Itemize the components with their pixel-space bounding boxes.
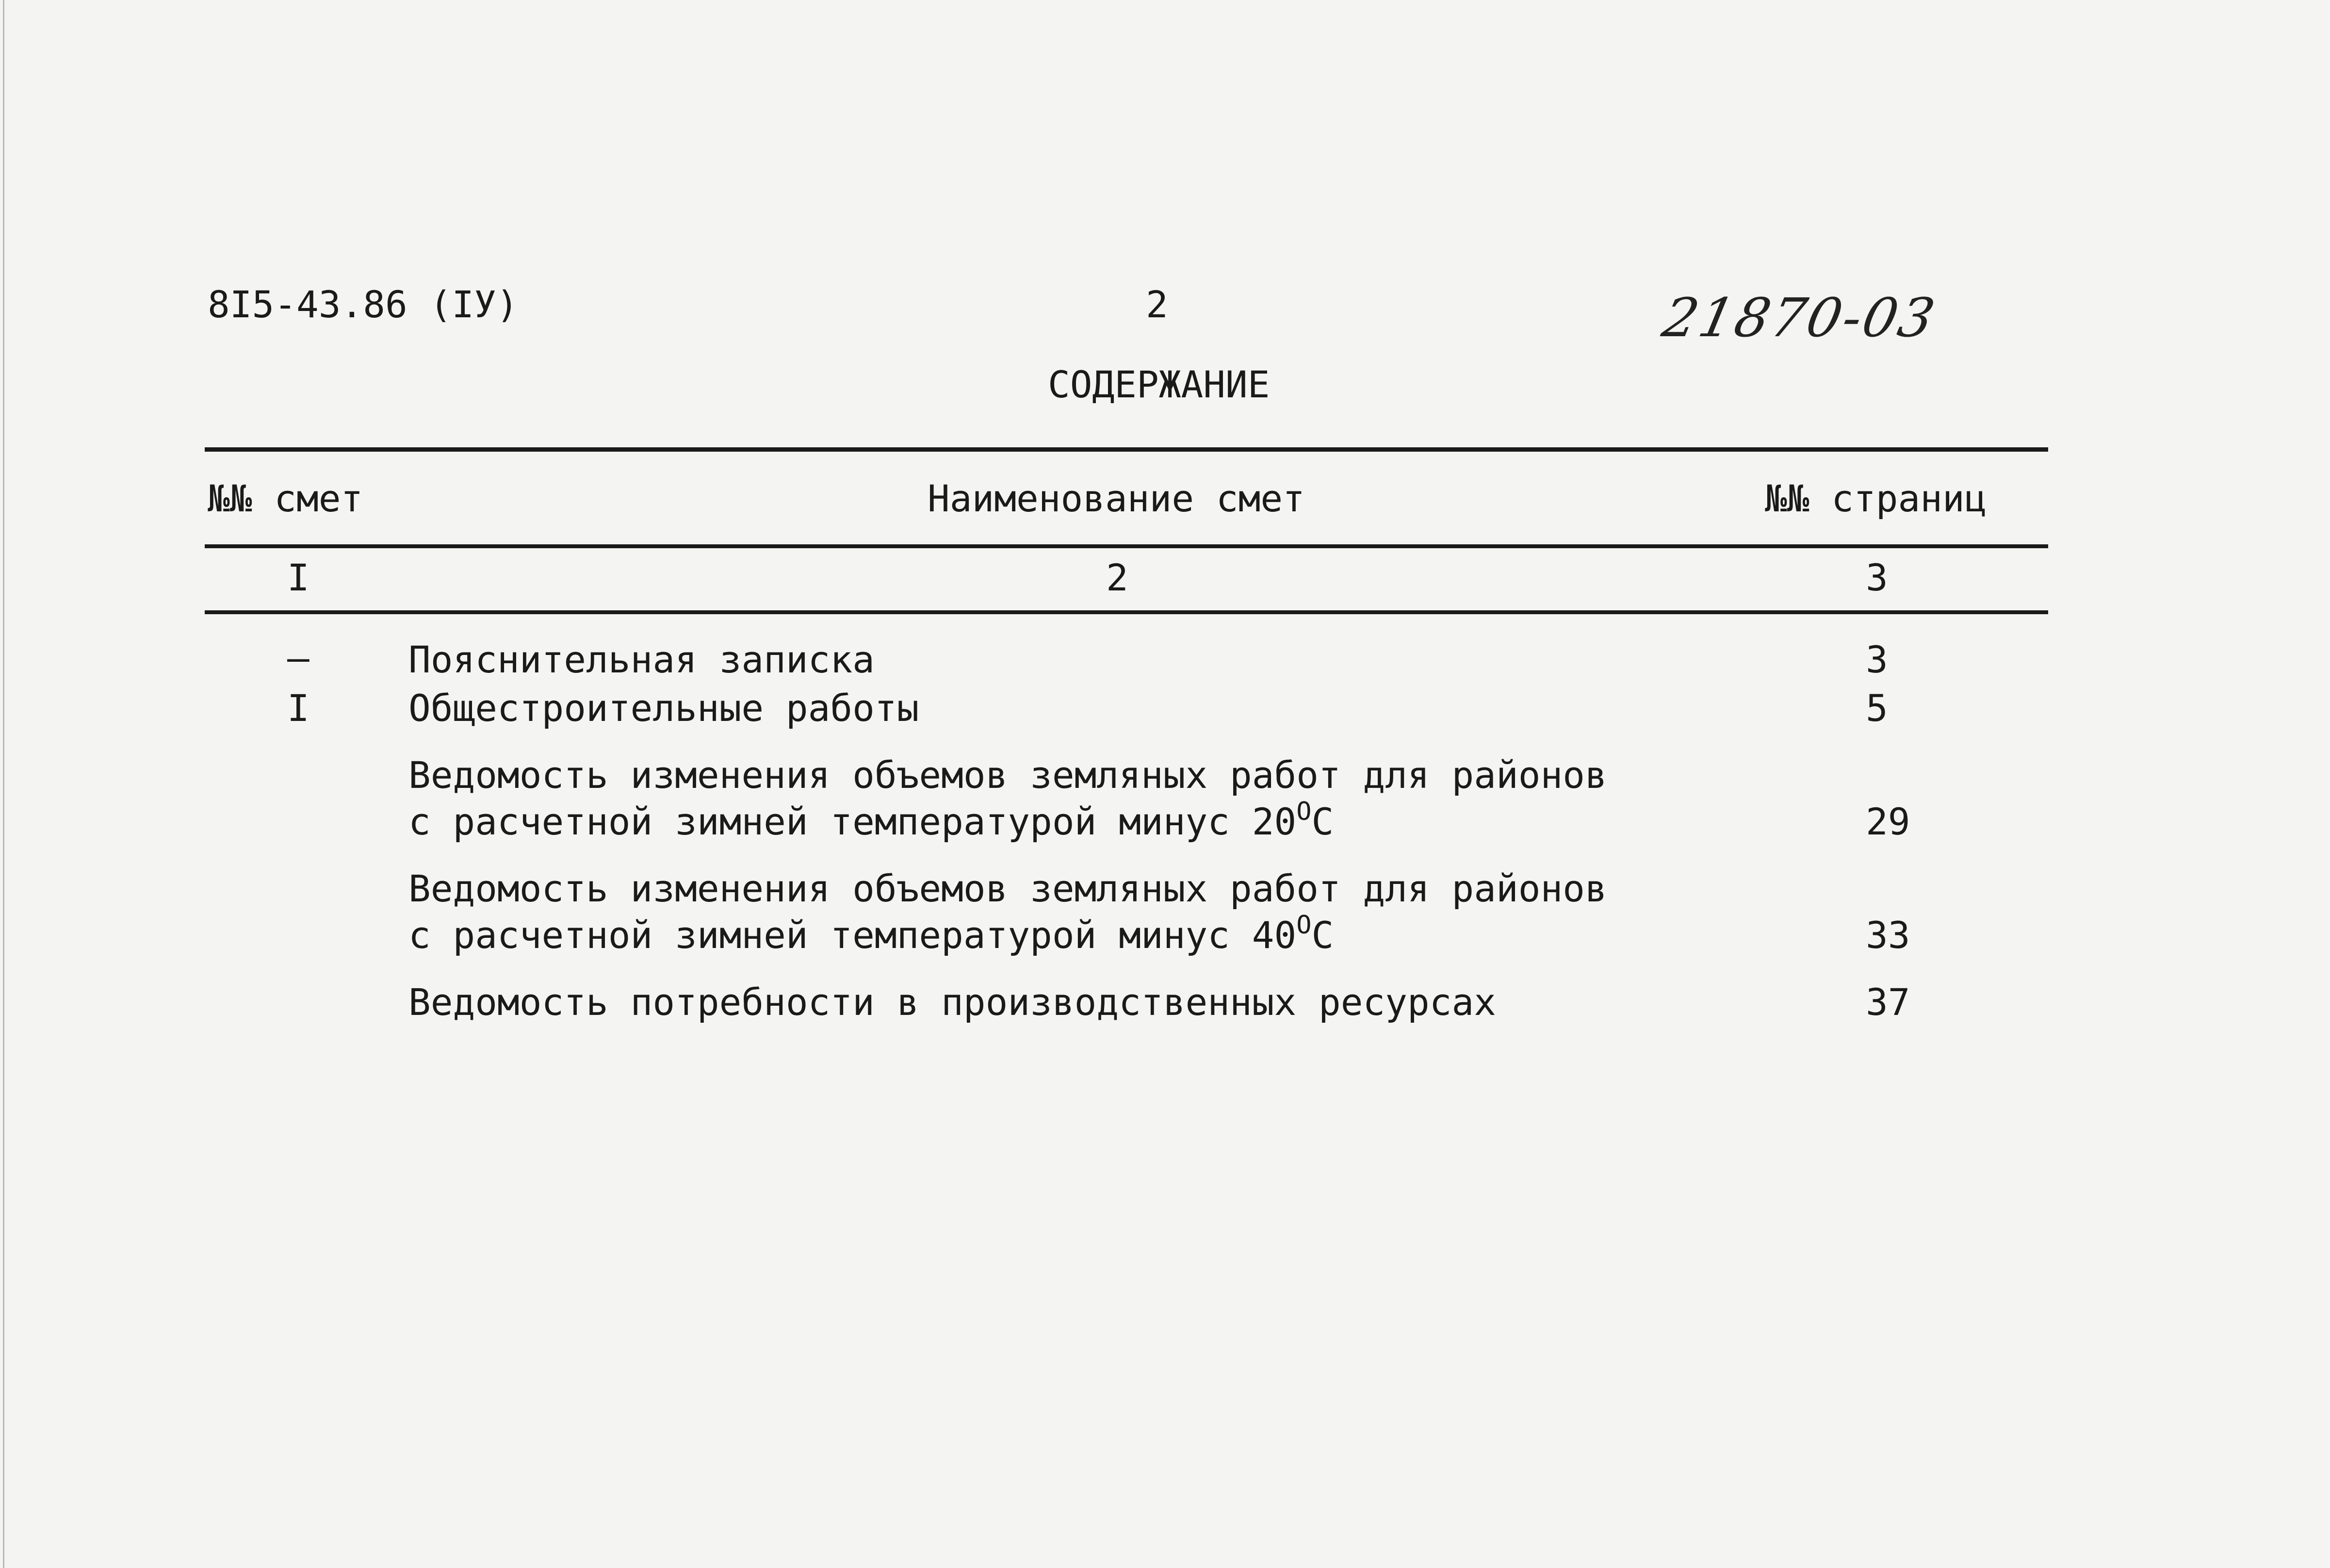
page-title: СОДЕРЖАНИЕ: [1048, 363, 1270, 406]
scan-edge-line: [3, 0, 4, 1568]
row-name-line-1: Ведомость изменения объемов земляных работ для районов: [408, 753, 1607, 797]
column-header-estimate-no: №№ смет: [208, 477, 363, 520]
table-numbers-rule: [205, 610, 2048, 614]
column-number-3: 3: [1866, 556, 1888, 599]
column-header-estimate-name: Наименование смет: [928, 477, 1305, 520]
table-header-rule: [205, 544, 2048, 548]
degree-sign: О: [1296, 911, 1312, 940]
document-code: 8I5-43.86 (IУ): [208, 283, 519, 326]
row-page: 3: [1866, 638, 1888, 681]
handwritten-number: 21870-03: [1657, 287, 1942, 349]
row-name: Пояснительная записка: [408, 638, 875, 681]
column-header-pages: №№ страниц: [1765, 477, 1987, 520]
row-name-line-2: с расчетной зимней температурой минус $20^ОС$: [408, 797, 1334, 843]
row-estimate-no: I: [287, 686, 310, 730]
column-number-2: 2: [1106, 556, 1128, 599]
row-page: 37: [1866, 980, 1910, 1024]
row-name-line-2: с расчетной зимней температурой минус $40^ОС$: [408, 911, 1334, 957]
row-name: Общестроительные работы: [408, 686, 919, 730]
table-top-rule: [205, 447, 2048, 452]
column-number-1: I: [287, 556, 310, 599]
page-number: 2: [1146, 283, 1168, 326]
row-page: 33: [1866, 914, 1910, 957]
row-page: 5: [1866, 686, 1888, 730]
row-page: 29: [1866, 800, 1910, 843]
degree-sign: О: [1296, 797, 1312, 826]
row-estimate-no: –: [287, 636, 310, 679]
row-name-line-1: Ведомость изменения объемов земляных работ для районов: [408, 867, 1607, 910]
row-name: Ведомость потребности в производственных ресурсах: [408, 980, 1497, 1024]
